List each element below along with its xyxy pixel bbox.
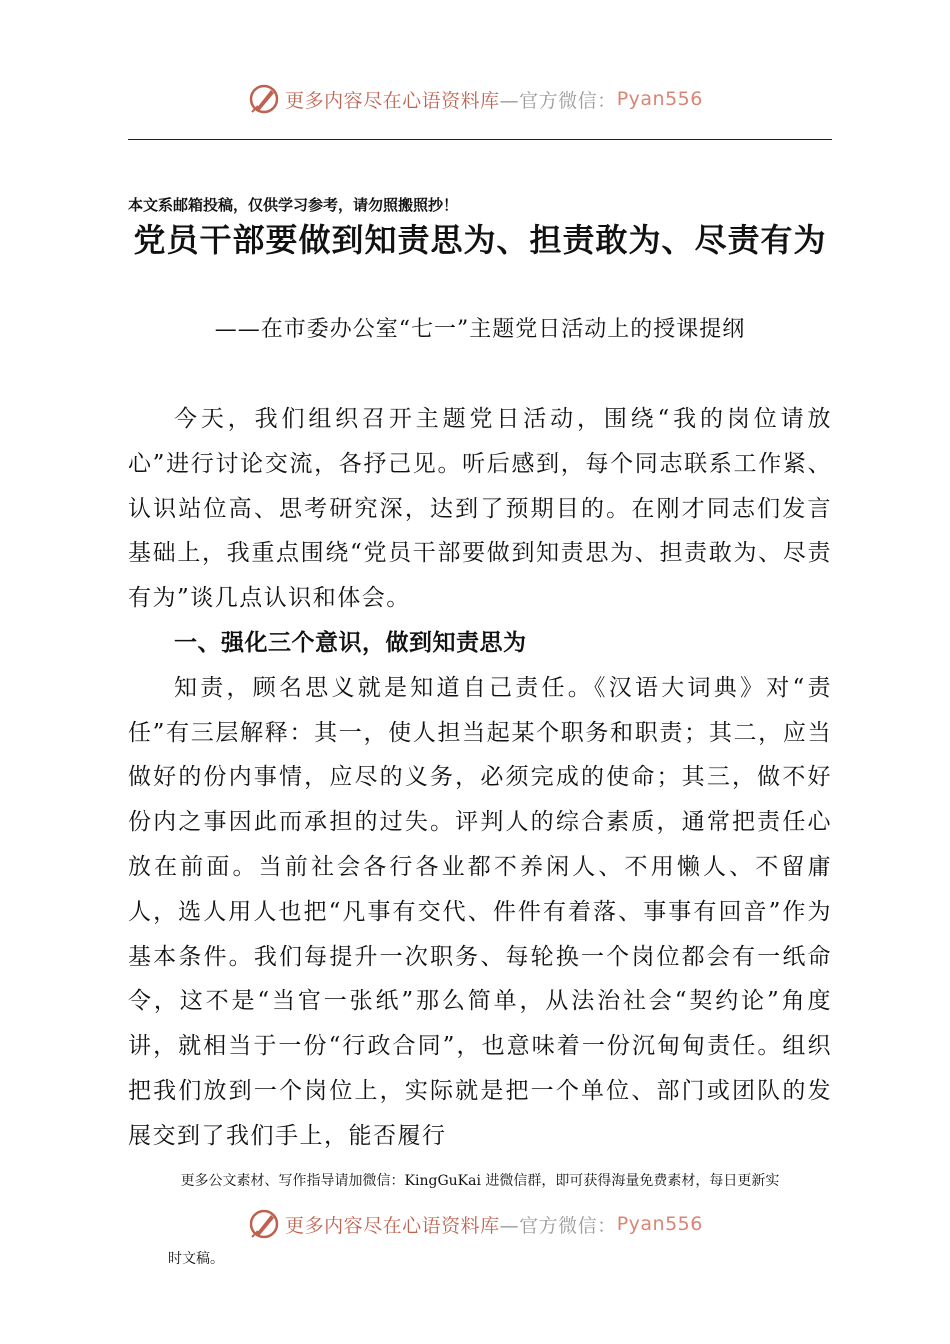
watermark-bottom: [0, 1207, 950, 1241]
document-subtitle: ——在市委办公室“七一”主题党日活动上的授课提纲: [214, 317, 746, 342]
watermark-wechat-id: Pyan556: [616, 1213, 703, 1235]
watermark-wechat-label: —官方微信：: [499, 89, 617, 112]
footer-continuation: 时文稿。: [168, 1251, 224, 1267]
section-heading-1: 一、强化三个意识，做到知责思为: [174, 629, 527, 656]
quill-logo-icon: [247, 1207, 281, 1241]
quill-logo-icon: [247, 82, 281, 116]
watermark-wechat-id: Pyan556: [616, 88, 703, 110]
header-rule: [128, 139, 832, 140]
submission-notice: 本文系邮箱投稿，仅供学习参考，请勿照搬照抄！: [128, 196, 459, 214]
document-body: [128, 397, 832, 1159]
watermark-title: 更多内容尽在心语资料库: [285, 89, 500, 112]
paragraph-zhize: 知责，顾名思义就是知道自己责任。《汉语大词典》对“责任”有三层解释：其一，使人担当起某个职务和职责；其二，应当做好的份内事情，应尽的义务，必须完成的使命；其三，做不好份内之事因此而承担的过失。评判人的综合素质，通常把责任心放在前面。当前社会各行各业都不养闲人、不用懒人、不留庸人，选人用人也把“凡事有交代、件件有着落、事事有回音”作为基本条件。我们每提升一次职务、每轮换一个岗位都会有一纸命令，这不是“当官一张纸”那么简单，从法治社会“契约论”角度讲，就相当于一份“行政合同”，也意味着一份沉甸甸责任。组织把我们放到一个岗位上，实际就是把一个单位、部门或团队的发展交到了我们手上，能否履行: [128, 674, 832, 1149]
watermark-title: 更多内容尽在心语资料库: [285, 1214, 500, 1237]
footer-line: 更多公文素材、写作指导请加微信：KingGuKai 进微信群，即可获得海量免费素材，每日更新实: [180, 1173, 780, 1189]
watermark-top: [0, 82, 950, 116]
paragraph-intro: 今天，我们组织召开主题党日活动，围绕“我的岗位请放心”进行讨论交流，各抒己见。听后感到，每个同志联系工作紧、认识站位高、思考研究深，达到了预期目的。在刚才同志们发言基础上，我重点围绕“党员干部要做到知责思为、担责敢为、尽责有为”谈几点认识和体会。: [128, 406, 832, 612]
document-title: 党员干部要做到知责思为、担责敢为、尽责有为: [133, 221, 827, 259]
watermark-wechat-label: —官方微信：: [499, 1214, 617, 1237]
